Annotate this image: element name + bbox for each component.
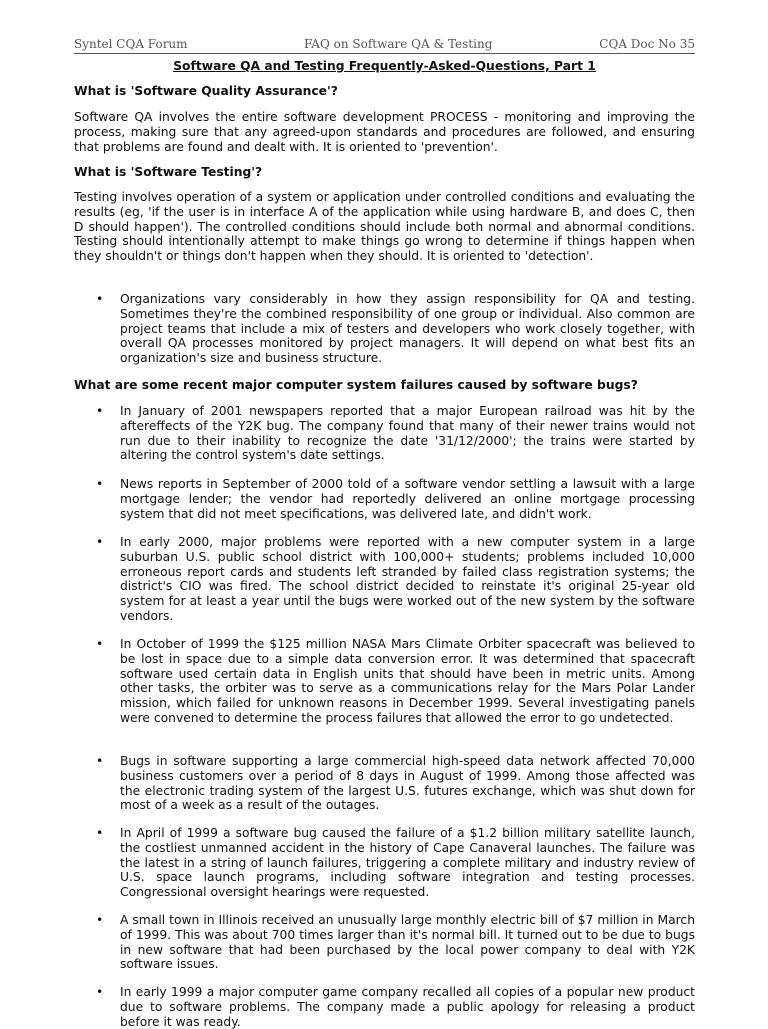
list-item-text: In April of 1999 a software bug caused the failure of a $1.2 billion military satellite launch, the costliest unmanned accident in the history of Cape Canaveral launches. The failure was the latest in a string of launch failures, triggering a complete military and industry review of U.S. space launch programs, including software integration and testing processes. Congressional oversight hearings were requested. [120,826,695,900]
list-item-text: News reports in September of 2000 told of a software vendor settling a lawsuit with a large mortgage lender; the vendor had reportedly delivered an online mortgage processing system that did not meet specifications, was delivered late, and didn't work. [120,477,695,521]
header-right-text: CQA Doc No 35 [599,37,695,51]
bullet-marker: • [96,404,104,418]
bullet-marker: • [96,477,104,491]
header-center-text: FAQ on Software QA & Testing [304,37,493,51]
bullet-marker: • [96,292,104,306]
list-item-text: In early 1999 a major computer game company recalled all copies of a popular new product due to software problems. The company made a public apology for releasing a product before it was ready. [120,985,695,1029]
list-item-text: A small town in Illinois received an unusually large monthly electric bill of $7 million in March of 1999. This was about 700 times larger than it's normal bill. It turned out to be due to bugs in new software that had been purchased by the local power company to deal with Y2K software issues. [120,913,695,972]
question-heading: What is 'Software Testing'? [74,165,263,179]
list-item-text: Bugs in software supporting a large commercial high-speed data network affected 70,000 business customers over a period of 8 days in August of 1999. Among those affected was the electronic trading system of the largest U.S. futures exchange, which was shut down for most of a week as a result of the outages. [120,754,695,813]
answer-paragraph: Software QA involves the entire software development PROCESS - monitoring and improving the process, making sure that any agreed-upon standards and procedures are followed, and ensuring that problems are found and dealt with. It is oriented to 'prevention'. [74,110,695,154]
bullet-marker: • [96,826,104,840]
bullet-marker: • [96,535,104,549]
page-header [74,37,695,54]
list-item-text: Organizations vary considerably in how they assign responsibility for QA and testing. Sometimes they're the combined responsibility of one group or individual. Also common are project teams that include a mix of testers and developers who work closely together, with overall QA processes monitored by project managers. It will depend on what best fits an organization's size and business structure. [120,292,695,366]
header-left-text: Syntel CQA Forum [74,37,188,51]
list-item-text: In January of 2001 newspapers reported that a major European railroad was hit by the aftereffects of the Y2K bug. The company found that many of their newer trains would not run due to their inability to recognize the date '31/12/2000'; the trains were started by altering the control system's date settings. [120,404,695,463]
answer-paragraph: Testing involves operation of a system or application under controlled conditions and evaluating the results (eg, 'if the user is in interface A of the application while using hardware B, and does C, then D should happen'). The controlled conditions should include both normal and abnormal conditions. Testing should intentionally attempt to make things go wrong to determine if things happen when they shouldn't or things don't happen when they should. It is oriented to 'detection'. [74,190,695,264]
bullet-marker: • [96,637,104,651]
list-item-text: In October of 1999 the $125 million NASA Mars Climate Orbiter spacecraft was believed to be lost in space due to a simple data conversion error. It was determined that spacecraft software used certain data in English units that should have been in metric units. Among other tasks, the orbiter was to serve as a communications relay for the Mars Polar Lander mission, which failed for unknown reasons in December 1999. Several investigating panels were convened to determine the process failures that allowed the error to go undetected. [120,637,695,725]
bullet-marker: • [96,913,104,927]
question-heading: What is 'Software Quality Assurance'? [74,84,338,98]
bullet-marker: • [96,754,104,768]
list-item-text: In early 2000, major problems were reported with a new computer system in a large suburban U.S. public school district with 100,000+ students; problems included 10,000 erroneous report cards and students left stranded by failed class registration systems; the district's CIO was fired. The school district decided to reinstate it's original 25-year old system for at least a year until the bugs were worked out of the new system by the software vendors. [120,535,695,623]
question-heading: What are some recent major computer system failures caused by software bugs? [74,378,638,392]
document-title: Software QA and Testing Frequently-Asked-Questions, Part 1 [173,59,596,73]
bullet-marker: • [96,985,104,999]
